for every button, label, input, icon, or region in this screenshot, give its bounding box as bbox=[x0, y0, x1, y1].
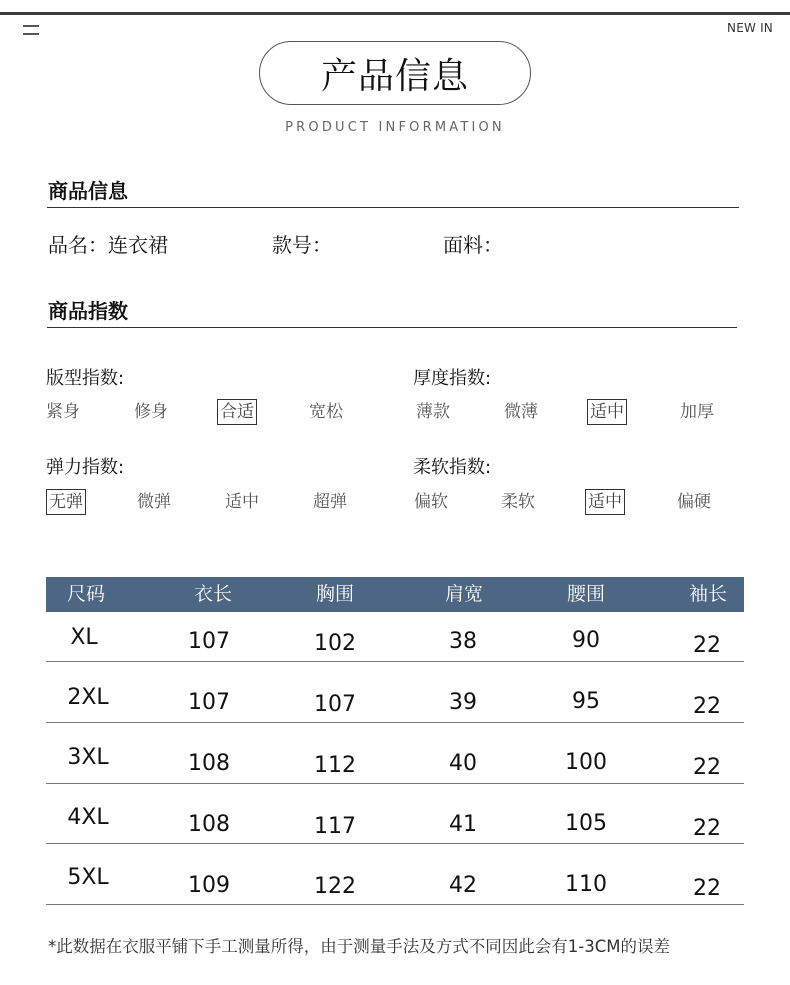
column-header-size: 尺码 bbox=[66, 583, 105, 605]
thickness-option-selected: 适中 bbox=[587, 399, 627, 425]
column-header-bust: 胸围 bbox=[315, 583, 354, 605]
table-cell: 108 bbox=[188, 751, 230, 776]
row-divider bbox=[46, 843, 744, 844]
table-cell: 102 bbox=[314, 631, 356, 656]
column-header-shoulder: 肩宽 bbox=[444, 583, 483, 605]
softness-option: 柔软 bbox=[501, 492, 535, 512]
column-header-waist: 腰围 bbox=[566, 583, 605, 605]
fit-option: 紧身 bbox=[46, 402, 80, 422]
fit-option-selected: 合适 bbox=[217, 399, 257, 425]
table-cell: 41 bbox=[449, 812, 477, 837]
row-divider bbox=[46, 783, 744, 784]
elasticity-index-title: 弹力指数: bbox=[46, 457, 125, 478]
table-cell-size: 3XL bbox=[67, 745, 109, 770]
table-cell: 107 bbox=[188, 690, 230, 715]
thickness-index-title: 厚度指数: bbox=[413, 368, 492, 389]
softness-option-selected: 适中 bbox=[585, 489, 625, 515]
table-cell-size: 5XL bbox=[67, 865, 109, 890]
table-cell: 107 bbox=[314, 692, 356, 717]
thickness-option: 薄款 bbox=[416, 402, 450, 422]
hamburger-menu-icon[interactable] bbox=[23, 25, 39, 36]
thickness-option: 微薄 bbox=[504, 402, 538, 422]
page-subtitle: PRODUCT INFORMATION bbox=[285, 120, 505, 135]
fit-option: 修身 bbox=[134, 402, 168, 422]
style-number: 款号： bbox=[272, 233, 332, 257]
elasticity-option: 超弹 bbox=[313, 492, 347, 512]
new-in-label: NEW IN bbox=[727, 21, 773, 35]
goods-index-title: 商品指数 bbox=[48, 299, 128, 323]
table-cell: 22 bbox=[693, 755, 721, 780]
table-cell: 38 bbox=[449, 629, 477, 654]
softness-option: 偏软 bbox=[414, 492, 448, 512]
table-cell: 22 bbox=[693, 633, 721, 658]
table-cell-size: 2XL bbox=[67, 685, 109, 710]
goods-info-divider bbox=[47, 207, 739, 208]
table-cell: 108 bbox=[188, 812, 230, 837]
row-divider bbox=[46, 722, 744, 723]
elasticity-option: 适中 bbox=[225, 492, 259, 512]
table-cell: 22 bbox=[693, 816, 721, 841]
row-divider bbox=[46, 661, 744, 662]
table-cell: 40 bbox=[449, 751, 477, 776]
goods-info-title: 商品信息 bbox=[48, 179, 128, 203]
table-cell: 117 bbox=[314, 814, 356, 839]
thickness-option: 加厚 bbox=[680, 402, 714, 422]
measurement-footnote: *此数据在衣服平铺下手工测量所得，由于测量手法及方式不同因此会有1-3CM的误差 bbox=[48, 937, 670, 956]
table-cell: 95 bbox=[572, 689, 600, 714]
column-header-sleeve: 袖长 bbox=[688, 583, 727, 605]
page-title: 产品信息 bbox=[259, 41, 531, 105]
table-cell: 109 bbox=[188, 873, 230, 898]
elasticity-option-selected: 无弹 bbox=[46, 489, 86, 515]
product-name: 品名：连衣裙 bbox=[48, 233, 168, 257]
top-divider bbox=[0, 12, 790, 15]
table-cell-size: XL bbox=[70, 625, 98, 650]
table-cell: 112 bbox=[314, 753, 356, 778]
table-cell: 122 bbox=[314, 874, 356, 899]
table-cell: 22 bbox=[693, 876, 721, 901]
table-cell: 100 bbox=[565, 750, 607, 775]
column-header-length: 衣长 bbox=[193, 583, 232, 605]
table-cell: 22 bbox=[693, 694, 721, 719]
elasticity-option: 微弹 bbox=[137, 492, 171, 512]
fit-index-title: 版型指数: bbox=[46, 368, 125, 389]
table-cell-size: 4XL bbox=[67, 805, 109, 830]
goods-index-divider bbox=[47, 327, 737, 328]
fabric: 面料： bbox=[443, 233, 503, 257]
table-cell: 42 bbox=[449, 873, 477, 898]
table-cell: 90 bbox=[572, 628, 600, 653]
table-cell: 110 bbox=[565, 872, 607, 897]
row-divider bbox=[46, 904, 744, 905]
table-cell: 105 bbox=[565, 811, 607, 836]
softness-option: 偏硬 bbox=[677, 492, 711, 512]
table-cell: 39 bbox=[449, 690, 477, 715]
size-table-header bbox=[46, 577, 744, 612]
fit-option: 宽松 bbox=[309, 402, 343, 422]
softness-index-title: 柔软指数: bbox=[413, 457, 492, 478]
table-cell: 107 bbox=[188, 629, 230, 654]
